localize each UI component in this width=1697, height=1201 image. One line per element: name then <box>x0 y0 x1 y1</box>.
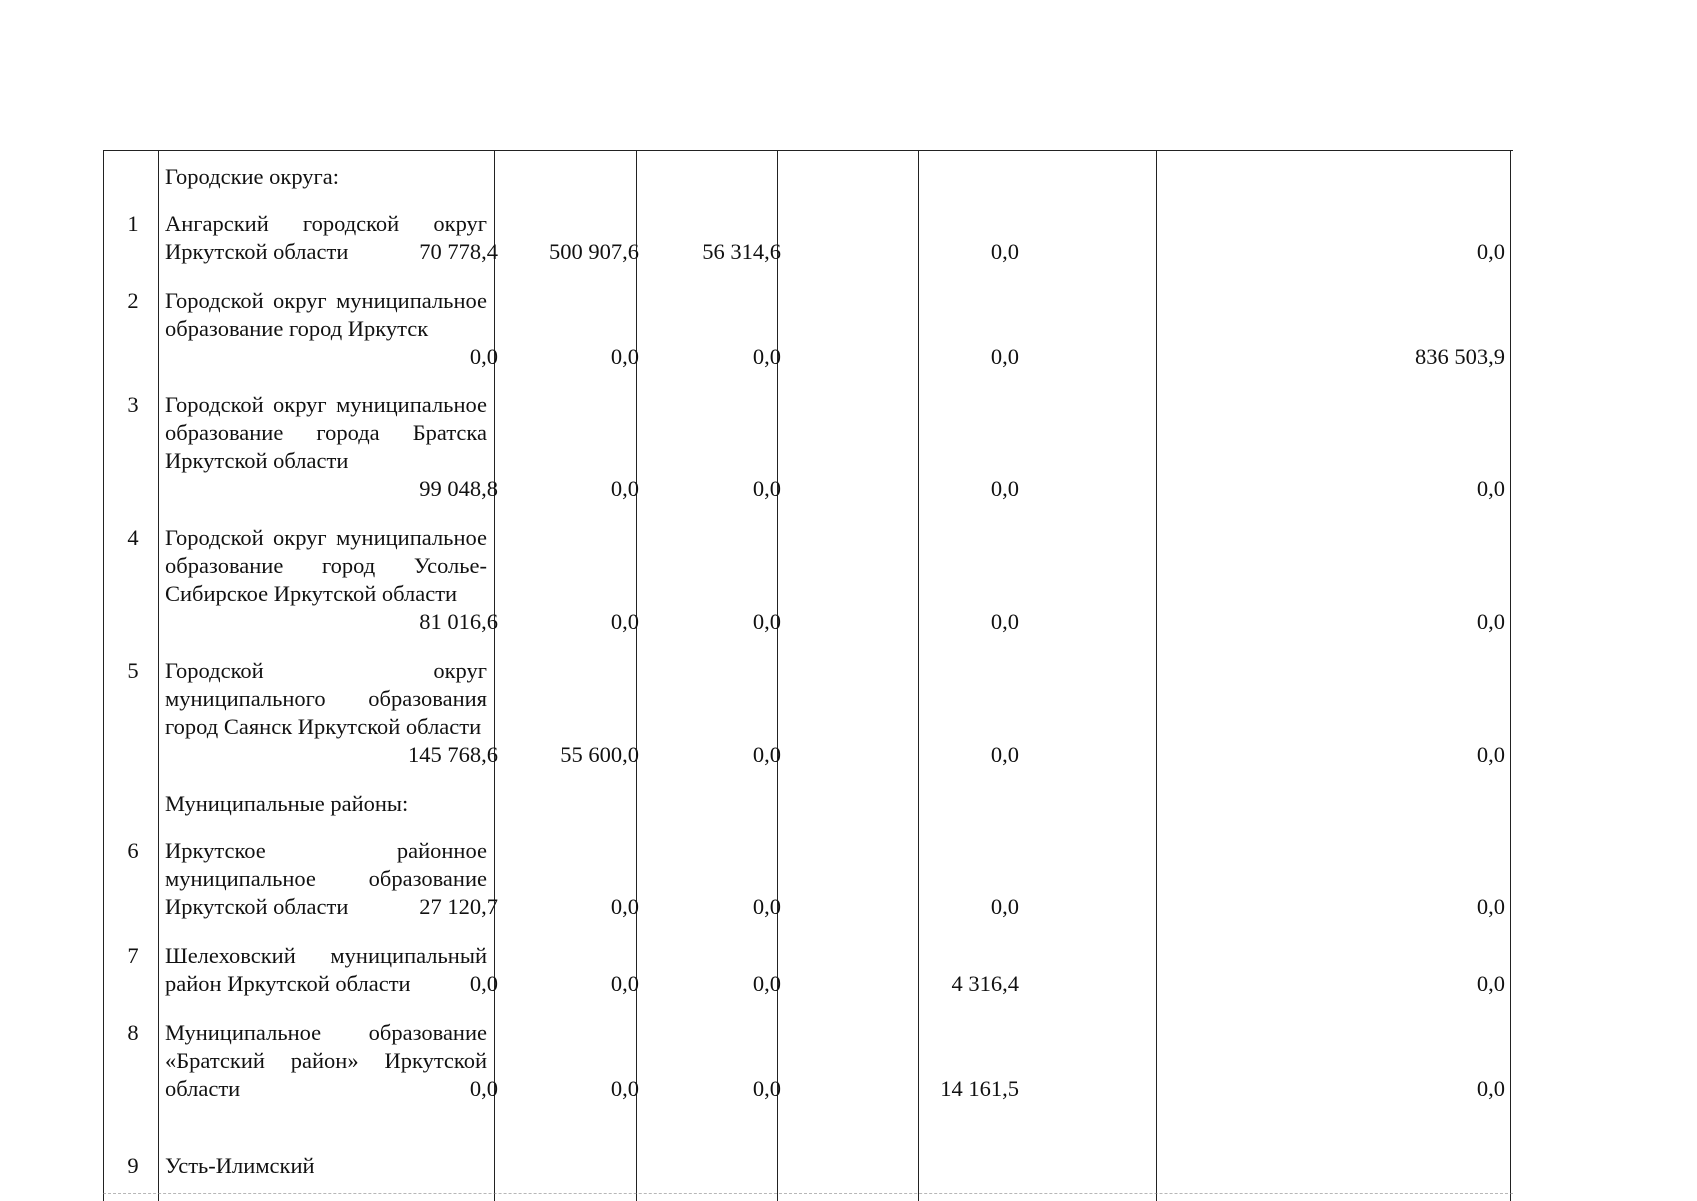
row-number: 6 <box>127 838 139 863</box>
municipality-name: Городской округ муниципальное образование город Иркутск <box>165 288 487 341</box>
value-cell: 0,0 <box>1476 894 1505 919</box>
municipality-name: Иркутское районное муниципальное образование Иркутской области <box>165 838 487 919</box>
value-cell: 0,0 <box>1476 971 1505 996</box>
value-cell: 0,0 <box>610 609 639 634</box>
municipality-name: Городской округ муниципальное образование города Братска Иркутской области <box>165 392 487 473</box>
row-number: 8 <box>127 1020 139 1045</box>
municipality-name: Шелеховский муниципальный район Иркутской области <box>165 943 487 996</box>
table-border-right <box>1510 151 1511 1201</box>
column-divider <box>636 151 637 1201</box>
data-table <box>103 150 1513 1201</box>
value-cell: 0,0 <box>469 1076 498 1101</box>
value-cell: 0,0 <box>1476 239 1505 264</box>
row-number: 5 <box>127 658 139 683</box>
column-divider <box>494 151 495 1201</box>
table-border-left <box>103 151 104 1201</box>
value-cell: 0,0 <box>1476 1076 1505 1101</box>
value-cell: 0,0 <box>752 971 781 996</box>
municipality-name: Усть-Илимский <box>165 1153 315 1178</box>
value-cell: 0,0 <box>752 894 781 919</box>
value-cell: 0,0 <box>752 344 781 369</box>
column-divider <box>1156 151 1157 1201</box>
value-cell: 0,0 <box>1476 609 1505 634</box>
municipality-name: Муниципальное образование «Братский район» Иркутской области <box>165 1020 487 1101</box>
column-divider <box>158 151 159 1201</box>
row-number: 2 <box>127 288 139 313</box>
section-heading-text: Городские округа: <box>165 164 340 189</box>
value-cell: 27 120,7 <box>419 894 498 919</box>
row-number: 9 <box>127 1153 139 1178</box>
value-cell: 0,0 <box>752 476 781 501</box>
page-cut-line <box>103 1193 1513 1194</box>
value-cell: 55 600,0 <box>560 742 639 767</box>
municipality-name: Городской округ муниципальное образование город Усолье-Сибирское Иркутской области <box>165 525 487 606</box>
value-cell: 0,0 <box>610 1076 639 1101</box>
row-number: 4 <box>127 525 139 550</box>
value-cell: 0,0 <box>610 894 639 919</box>
value-cell: 0,0 <box>990 344 1019 369</box>
value-cell: 99 048,8 <box>419 476 498 501</box>
value-cell: 0,0 <box>990 476 1019 501</box>
value-cell: 14 161,5 <box>940 1076 1019 1101</box>
municipality-name: Городской округ муниципального образования город Саянск Иркутской области <box>165 658 487 739</box>
row-number: 3 <box>127 392 139 417</box>
value-cell: 0,0 <box>990 239 1019 264</box>
value-cell: 0,0 <box>752 742 781 767</box>
value-cell: 0,0 <box>990 742 1019 767</box>
column-divider <box>918 151 919 1201</box>
value-cell: 0,0 <box>469 344 498 369</box>
value-cell: 70 778,4 <box>419 239 498 264</box>
value-cell: 0,0 <box>1476 742 1505 767</box>
row-number: 7 <box>127 943 139 968</box>
section-heading-text: Муниципальные районы: <box>165 791 409 816</box>
value-cell: 0,0 <box>610 476 639 501</box>
value-cell: 0,0 <box>610 971 639 996</box>
value-cell: 0,0 <box>610 344 639 369</box>
value-cell: 836 503,9 <box>1415 344 1505 369</box>
municipality-name: Ангарский городской округ Иркутской области <box>165 211 487 264</box>
value-cell: 0,0 <box>752 1076 781 1101</box>
value-cell: 0,0 <box>752 609 781 634</box>
value-cell: 0,0 <box>990 894 1019 919</box>
value-cell: 500 907,6 <box>549 239 639 264</box>
value-cell: 0,0 <box>1476 476 1505 501</box>
value-cell: 145 768,6 <box>408 742 498 767</box>
value-cell: 56 314,6 <box>702 239 781 264</box>
value-cell: 81 016,6 <box>419 609 498 634</box>
row-number: 1 <box>127 211 139 236</box>
value-cell: 4 316,4 <box>951 971 1019 996</box>
value-cell: 0,0 <box>990 609 1019 634</box>
column-divider <box>777 151 778 1201</box>
value-cell: 0,0 <box>469 971 498 996</box>
